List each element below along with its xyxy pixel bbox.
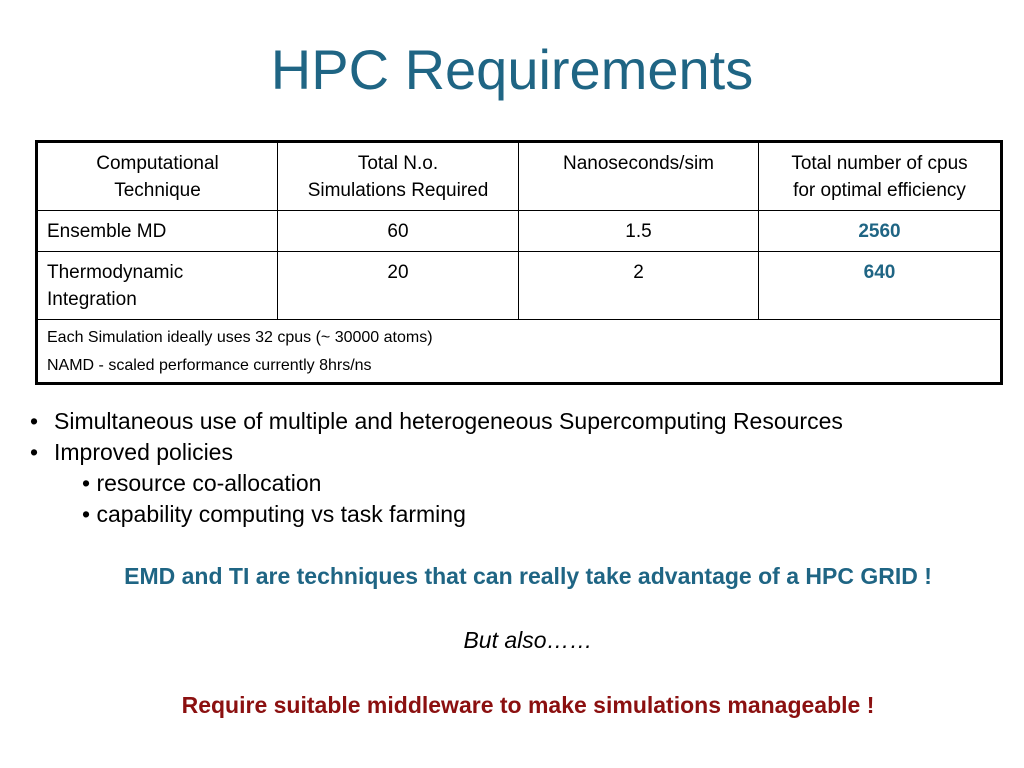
- hpc-requirements-table: [35, 140, 1003, 385]
- bullet-marker: •: [30, 408, 39, 434]
- sub-bullet-item: • resource co-allocation: [82, 470, 322, 496]
- sub-bullet-item: • capability computing vs task farming: [82, 501, 466, 527]
- cell-technique: Thermodynamic Integration: [37, 252, 278, 320]
- bullet-item: • Simultaneous use of multiple and heterogeneous Supercomputing Resources: [30, 406, 843, 437]
- table-notes-row: [37, 320, 1002, 384]
- table-row: [37, 211, 1002, 252]
- header-computational-technique: Computational Technique: [37, 142, 278, 211]
- note-line: Each Simulation ideally uses 32 cpus (~ 30000 atoms): [47, 329, 433, 346]
- emd-ti-statement: EMD and TI are techniques that can really take advantage of a HPC GRID !: [124, 563, 932, 589]
- bullet-marker: •: [30, 439, 39, 465]
- header-nanoseconds-per-sim: Nanoseconds/sim: [519, 142, 759, 211]
- table-header-row: [37, 142, 1002, 211]
- cell-cpus: 640: [759, 252, 1002, 320]
- cell-ns-per-sim: 1.5: [519, 211, 759, 252]
- but-also-statement: But also……: [463, 627, 593, 653]
- bullet-item: • Improved policies: [30, 437, 843, 468]
- cell-simulations: 60: [278, 211, 519, 252]
- cell-simulations: 20: [278, 252, 519, 320]
- table-row: [37, 252, 1002, 320]
- cell-cpus: 2560: [759, 211, 1002, 252]
- cell-ns-per-sim: 2: [519, 252, 759, 320]
- note-line: NAMD - scaled performance currently 8hrs/ns: [47, 357, 372, 374]
- table-notes: [37, 320, 1002, 384]
- slide-title: HPC Requirements: [270, 38, 754, 101]
- bullet-list: [30, 406, 843, 530]
- header-total-simulations: Total N.o. Simulations Required: [278, 142, 519, 211]
- middleware-statement: Require suitable middleware to make simulations manageable !: [181, 692, 875, 718]
- header-total-cpus: Total number of cpus for optimal efficiency: [759, 142, 1002, 211]
- cell-technique: Ensemble MD: [37, 211, 278, 252]
